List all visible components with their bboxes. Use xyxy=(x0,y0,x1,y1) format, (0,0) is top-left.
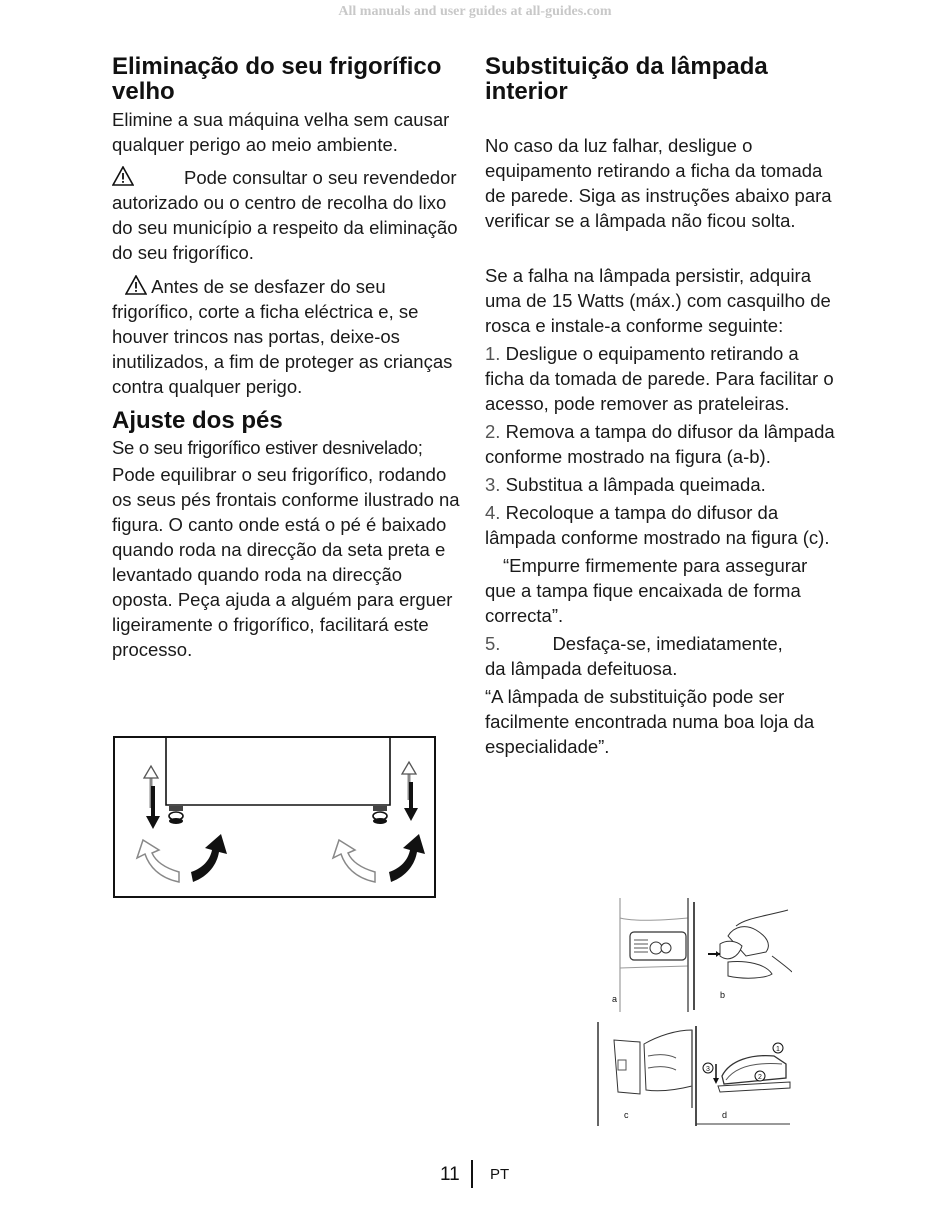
disposal-warning-2-text: Antes de se desfazer do seu frigorífico, corte a ficha eléctrica e, se houver trincos nas portas, deixe-os inutilizados, a fim de proteger as crianças contra qualquer perigo. xyxy=(112,276,453,397)
feet-intro: Se o seu frigorífico estiver desnivelado; xyxy=(112,437,423,458)
lamp-replacement-figure xyxy=(596,896,792,1128)
step-text: Substitua a lâmpada queimada. xyxy=(505,474,766,495)
push-note: “Empurre firmemente para assegurar que a tampa fique encaixada de forma correcta”. xyxy=(485,555,808,626)
disposal-intro: Elimine a sua máquina velha sem causar qualquer perigo ao meio ambiente. xyxy=(112,109,450,155)
feet-title: Ajuste dos pés xyxy=(112,407,283,434)
panel-b xyxy=(708,910,792,1000)
page-number: 11 xyxy=(440,1164,460,1185)
panel-d xyxy=(696,1043,790,1124)
feet-adjust-figure xyxy=(113,736,436,898)
panel-d-label: d xyxy=(722,1110,728,1120)
step-number: 5. xyxy=(485,633,501,654)
warning-triangle-icon xyxy=(125,275,147,295)
language-code: PT xyxy=(490,1166,510,1183)
warning-triangle-icon xyxy=(112,166,134,186)
step-text: Desligue o equipamento retirando a ficha da tomada de parede. Para facilitar o acesso, pode remover as prateleiras. xyxy=(485,343,834,414)
right-column xyxy=(485,54,837,759)
lamp-title: Substituição da lâmpada interior xyxy=(485,53,768,105)
panel-c-label: c xyxy=(624,1110,629,1120)
panel-a xyxy=(612,898,688,1012)
step-1 xyxy=(485,341,837,416)
disposal-title: Eliminação do seu frigorífico velho xyxy=(112,53,442,105)
step-text: Desfaça-se, imediatamente, xyxy=(552,633,783,654)
step-4 xyxy=(485,500,837,550)
footer-divider xyxy=(471,1160,473,1188)
disposal-warning-1 xyxy=(112,165,464,265)
step-number: 2. xyxy=(485,421,501,442)
disposal-warning-2 xyxy=(112,274,464,399)
replacement-note: “A lâmpada de substituição pode ser facilmente encontrada numa boa loja da especialidade”. xyxy=(485,686,815,757)
step-number: 4. xyxy=(485,502,501,523)
left-foot xyxy=(169,806,183,824)
callout-2-label: 2 xyxy=(758,1074,762,1081)
panel-a-label: a xyxy=(612,994,618,1004)
step-number: 3. xyxy=(485,474,501,495)
step-text: Remova a tampa do difusor da lâmpada conforme mostrado na figura (a-b). xyxy=(485,421,835,467)
panel-b-label: b xyxy=(720,990,726,1000)
step-text-cont: da lâmpada defeituosa. xyxy=(485,658,678,679)
step-3 xyxy=(485,472,837,497)
step-number: 1. xyxy=(485,343,501,364)
step-5 xyxy=(485,631,837,681)
callout-1-label: 1 xyxy=(776,1046,780,1053)
watermark: All manuals and user guides at all-guides.com xyxy=(338,4,612,19)
callout-3-label: 3 xyxy=(706,1066,710,1073)
panel-c xyxy=(598,1022,692,1126)
lamp-intro: No caso da luz falhar, desligue o equipamento retirando a ficha da tomada de parede. Siga as instruções abaixo para verificar se a lâmpada não ficou solta. xyxy=(485,135,832,231)
feet-body: Pode equilibrar o seu frigorífico, rodando os seus pés frontais conforme ilustrado na figura. O canto onde está o pé é baixado quando roda na direcção da seta preta e levantado quando roda na direcção oposta. Peça ajuda a alguém para erguer ligeiramente o frigorífico, facilitará este processo. xyxy=(112,464,460,660)
right-foot xyxy=(373,806,387,824)
page-footer xyxy=(0,1160,950,1190)
lamp-persist: Se a falha na lâmpada persistir, adquira uma de 15 Watts (máx.) com casquilho de rosca e instale-a conforme seguinte: xyxy=(485,265,831,336)
step-text: Recoloque a tampa do difusor da lâmpada conforme mostrado na figura (c). xyxy=(485,502,830,548)
disposal-warning-1-text: Pode consultar o seu revendedor autorizado ou o centro de recolha do lixo do seu município a respeito da eliminação do seu frigorífico. xyxy=(112,167,458,263)
left-column xyxy=(112,54,464,662)
step-2 xyxy=(485,419,837,469)
